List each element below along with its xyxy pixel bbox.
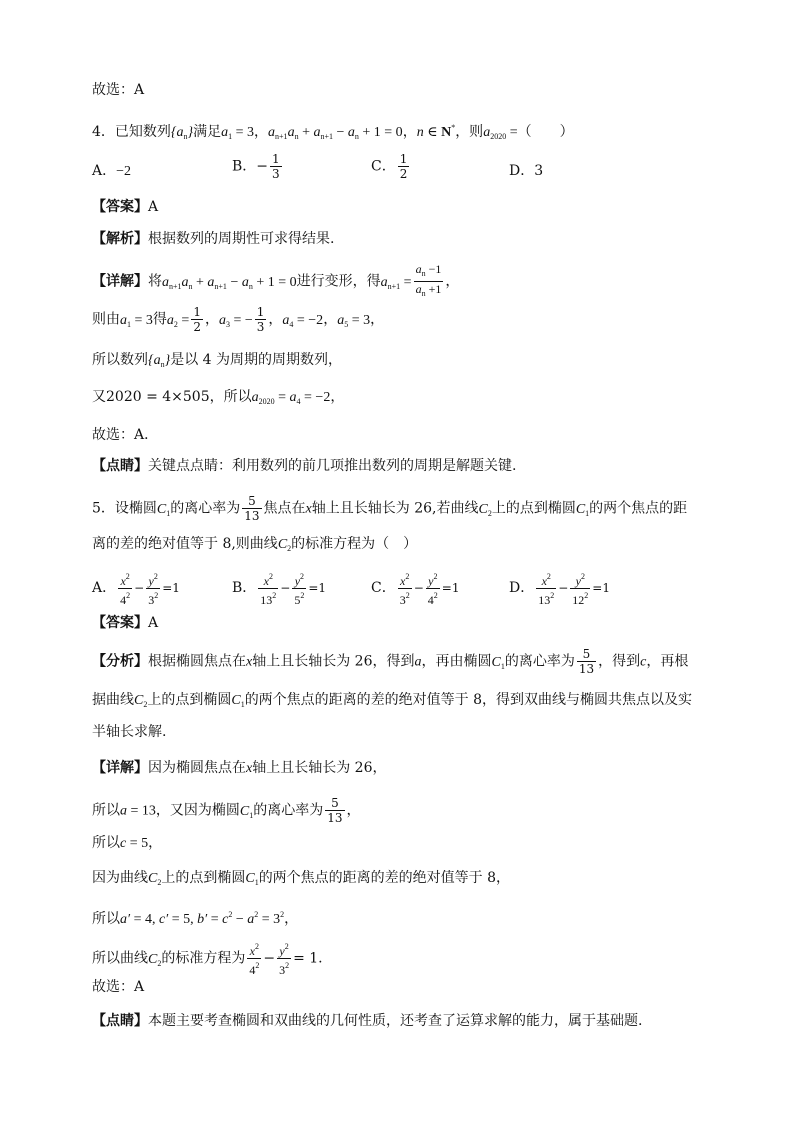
q5-detail-line2: 所以a = 13，又因为椭圆$C_1$的离心率为 $\frac{5}{13}$ ， (92, 796, 361, 825)
q4-detail: 【详解】将$a_{n+1}a_n + a_{n+1} - a_n + 1 = 0$进行变形，得$a_{n+1}$ = $\frac{a_n -1}{a_n +1}$ ， (92, 262, 460, 298)
q4-option-a: A．−2 (92, 163, 132, 179)
q4-option-b: B．− $\frac{1}{3}$ (232, 152, 280, 181)
q5-detail-line7: 故选：A (92, 979, 145, 995)
q5-detail-line1: 【详解】因为椭圆焦点在x轴上且长轴长为 26， (92, 760, 387, 776)
q5-analysis-line1: 【分析】根据椭圆焦点在x轴上且长轴长为 26，得到a，再由椭圆$C_1$的离心率为 $\frac{5}{13}$ ，得到c，再根 (92, 647, 689, 676)
q4-comment: 【点睛】关键点点睛：利用数列的前几项推出数列的周期是解题关键. (92, 458, 517, 474)
previous-answer-line: 故选：A (92, 82, 145, 98)
q5-comment: 【点睛】本题主要考查椭圆和双曲线的几何性质，还考查了运算求解的能力，属于基础题. (92, 1013, 643, 1029)
q4-analysis: 【解析】根据数列的周期性可求得结果. (92, 231, 335, 247)
q4-detail-line4: 又2020 = 4×505，所以$a_{2020} = a_4 = -2$， (92, 389, 345, 406)
q5-option-c: C． $\frac{x^2}{3^2}$ − $\frac{y^2}{4^2}$ =1 (371, 572, 460, 607)
q5-option-a: A． $\frac{x^2}{4^2}$ − $\frac{y^2}{3^2}$ =1 (92, 572, 180, 607)
q5-detail-line5: 所以a′ = 4, c′ = 5, $b' = c^2 - a^2 = 3^2$， (92, 910, 299, 927)
q4-detail-line2: 则由$a_1 = 3$得$a_2$ = $\frac{1}{2}$ ，$a_3$ = − $\frac{1}{3}$ ，$a_4 = -2$，$a_5 = 3$， (92, 305, 385, 334)
q5-detail-line3: 所以c = 5， (92, 835, 163, 851)
q5-detail-line6: 所以曲线$C_2$的标准方程为 $\frac{x^2}{4^2}$ − $\frac{y^2}{3^2}$ = 1. (92, 942, 323, 977)
q4-detail-line5: 故选：A． (92, 427, 159, 443)
q4-detail-line3: 所以数列$\{a_n\}$是以 4 为周期的周期数列， (92, 352, 343, 369)
q5-detail-line4: 因为曲线$C_2$上的点到椭圆$C_1$的两个焦点的距离的差的绝对值等于 8， (92, 870, 511, 887)
q5-analysis-line2: 据曲线$C_2$上的点到椭圆$C_1$的两个焦点的距离的差的绝对值等于 8，得到双曲线与椭圆共焦点以及实 (92, 692, 693, 709)
q5-analysis-line3: 半轴长求解. (92, 724, 167, 740)
question-5-stem-line1: 5．设椭圆$C_1$的离心率为 $\frac{5}{13}$ 焦点在x轴上且长轴长为 26,若曲线$C_2$上的点到椭圆$C_1$的两个焦点的距 (92, 494, 688, 523)
q5-option-b: B． $\frac{x^2}{13^2}$ − $\frac{y^2}{5^2}$ =1 (232, 572, 327, 607)
q5-answer: 【答案】A (92, 615, 159, 631)
q5-option-d: D． $\frac{x^2}{13^2}$ − $\frac{y^2}{12^2}$ =1 (509, 572, 610, 607)
question-5-stem-line2: 离的差的绝对值等于 8,则曲线$C_2$的标准方程为（ ） (92, 536, 418, 553)
q4-option-d: D．3 (509, 163, 544, 179)
question-4-stem: 4．已知数列$\{a_n\}$满足$a_1 = 3$，$a_{n+1}a_n + a_{n+1} - a_n + 1 = 0$，n ∈ N*，则$a_{2020}$ =（ ） (92, 123, 574, 141)
q4-option-c: C． $\frac{1}{2}$ (371, 152, 408, 181)
q4-answer: 【答案】A (92, 199, 159, 215)
